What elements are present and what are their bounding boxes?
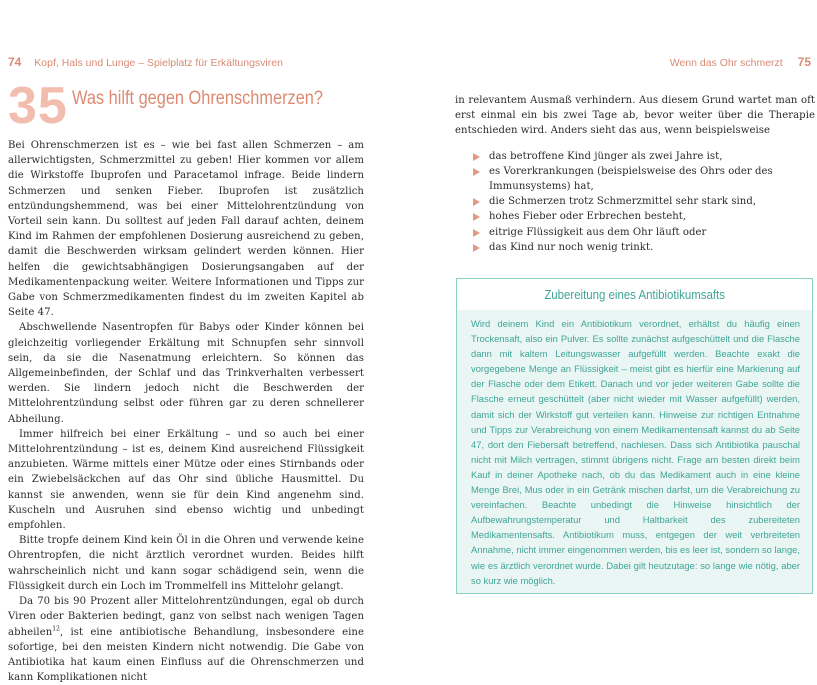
triangle-bullet-icon bbox=[473, 213, 480, 221]
page-number-left: 74 bbox=[8, 55, 22, 69]
info-box bbox=[456, 278, 813, 594]
paragraph bbox=[8, 594, 364, 685]
list-item-text: das Kind nur noch wenig trinkt. bbox=[489, 241, 654, 253]
page-number-right: 75 bbox=[797, 55, 811, 69]
paragraph: Bitte tropfe deinem Kind kein Öl in die Ohren und verwende keine Ohrentropfen, die nicht ärztlich verordnet wurden. Beides hilft wahrscheinlich nicht und kann sogar schädigend sein, wenn die Flüssigkeit durch ein Loch im Trommelfell ins Mittelohr gelangt. bbox=[8, 535, 364, 592]
running-title-right: Wenn das Ohr schmerzt bbox=[669, 57, 783, 69]
list-item-text: es Vorerkrankungen (beispielsweise des Ohrs oder des Immunsystems) hat, bbox=[489, 165, 773, 193]
info-box-title bbox=[457, 279, 812, 310]
info-box-text: Wird deinem Kind ein Antibiotikum verordnet, erhältst du häufig einen Trockensaft, also ein Pulver. Es sollte zunächst aufgeschüttelt und die Flasche dann mit kaltem Leitungswasser aufgefüllt werden. Beachte exakt die vorgegebene Menge an Flüssigkeit – meist gibt es hierfür eine Markierung auf der Flasche oder dem Etikett. Danach und vor jeder weiteren Gabe sollte die Flasche erneut geschüttelt (aber nicht wieder mit Wasser aufgefüllt) werden, damit sich der Wirkstoff gut verteilen kann. Hinweise zur richtigen Entnahme und Tipps zur Verabreichung von einem Medikamentensaft kannst du ab Seite 47, dort den Fiebersaft betreffend, nachlesen. Dass sich Antibiotika pauschal nicht mit Milch vertragen, stimmt übrigens nicht. Frage am besten direkt beim Kauf in deiner Apotheke nach, ob du das Medikament auch in eine kleine Menge Brei, Mus oder in ein Getränk mischen darfst, um die Verabreichung zu vereinfachen. Beachte unbedingt die Hinweise hinsichtlich der Aufbewahrungstemperatur und Haltbarkeit des zubereiteten Medikamentensafts. Antibiotikum muss, entgegen der weit verbreiteten Annahme, nicht immer eingenommen werden, bis es leer ist, sondern so lange, wie es ärztlich verordnet wurde. Dabei gilt heutzutage: so lange wie nötig, aber so kurz wie möglich. bbox=[471, 318, 800, 586]
paragraph: Bei Ohrenschmerzen ist es – wie bei fast allen Schmerzen – am allerwichtigsten, Schmerzmittel zu geben! Hier kommen vor allem die Wirkstoffe Ibuprofen und Paracetamol infrage. Beide lindern Schmerzen und senken Fieber. Ibuprofen ist zusätzlich entzündungshemmend, was bei einer Mittelohrentzündung von Vorteil sein kann. Du solltest auf jeden Fall darauf achten, deinem Kind im Rahmen der empfohlenen Dosierung ausreichend zu geben, damit die Beschwerden wirksam gelindert werden können. Hier helfen die gewichtsabhängigen Dosierungsangaben auf der Medikamentenpackung weiter. Weitere Informationen und Tipps zur Gabe von Schmerzmedikamenten findest du im zweiten Kapitel ab Seite 47. bbox=[8, 140, 364, 319]
list-item-text: das betroffene Kind jünger als zwei Jahre ist, bbox=[489, 150, 723, 162]
list-item-text: die Schmerzen trotz Schmerzmittel sehr stark sind, bbox=[489, 196, 757, 208]
right-column bbox=[455, 93, 815, 255]
triangle-bullet-icon bbox=[473, 244, 480, 252]
chapter-number: 35 bbox=[8, 77, 68, 135]
paragraph-text: Da 70 bis 90 Prozent aller Mittelohrentzündungen, egal ob durch Viren oder Bakterien bedingt, ganz von selbst nach wenigen Tagen abheilen bbox=[8, 596, 364, 638]
list-item bbox=[455, 240, 815, 255]
list-item bbox=[455, 194, 815, 209]
list-item bbox=[455, 149, 815, 164]
chapter-title: Was hilft gegen Ohrenschmerzen? bbox=[72, 88, 323, 109]
triangle-bullet-icon bbox=[473, 168, 480, 176]
left-column bbox=[8, 138, 364, 685]
triangle-bullet-icon bbox=[473, 198, 480, 206]
list-item-text: hohes Fieber oder Erbrechen besteht, bbox=[489, 211, 687, 223]
paragraph-text: , ist eine antibiotische Behandlung, insbesondere eine sofortige, bei den meisten Kindern nicht notwendig. Die Gabe von Antibiotika hat kaum einen Einfluss auf die Ohrenschmerzen und kann Komplikationen nicht bbox=[8, 626, 364, 684]
info-box-title-text: Zubereitung eines Antibiotikumsafts bbox=[544, 287, 725, 302]
paragraph: Immer hilfreich bei einer Erkältung – und so auch bei einer Mittelohrentzündung – ist es, deinem Kind ausreichend Flüssigkeit anzubieten. Wärme mittels einer Mütze oder eines Stirnbands oder ein Zwiebelsäckchen auf das Ohr sind übliche Hausmittel. Du kannst sie anwenden, wenn sie für dein Kind angenehm sind. Kuscheln und Ausruhen sind ebenso wichtig und unbedingt empfohlen. bbox=[8, 428, 364, 532]
triangle-bullet-icon bbox=[473, 153, 480, 161]
running-header-right bbox=[670, 55, 811, 69]
bullet-list bbox=[455, 149, 815, 255]
paragraph: Abschwellende Nasentropfen für Babys oder Kinder können bei gleichzeitig vorliegender Erkältung mit Schnupfen sehr sinnvoll sein, da sie die Nasenatmung erleichtern. So können das Allgemeinbefinden, der Schlaf und das Trinkverhalten verbessert werden. Sie lindern jedoch nicht die Beschwerden der Mittelohrentzündung selbst oder führen gar zu deren schnellerer Abheilung. bbox=[8, 322, 364, 425]
running-title-left: Kopf, Hals und Lunge – Spielplatz für Erkältungsviren bbox=[34, 57, 283, 69]
list-item bbox=[455, 164, 815, 194]
list-item-text: eitrige Flüssigkeit aus dem Ohr läuft oder bbox=[489, 226, 707, 238]
list-item bbox=[455, 225, 815, 240]
running-header-left bbox=[8, 55, 283, 69]
triangle-bullet-icon bbox=[473, 229, 480, 237]
paragraph: in relevantem Ausmaß verhindern. Aus diesem Grund wartet man oft erst einmal ein bis zwei Tage ab, bevor weiter über die Therapie entschieden wird. Anders sieht das aus, wenn beispielsweise bbox=[455, 95, 815, 137]
footnote-reference: 12 bbox=[52, 625, 61, 633]
info-box-body bbox=[457, 310, 812, 593]
list-item bbox=[455, 209, 815, 224]
